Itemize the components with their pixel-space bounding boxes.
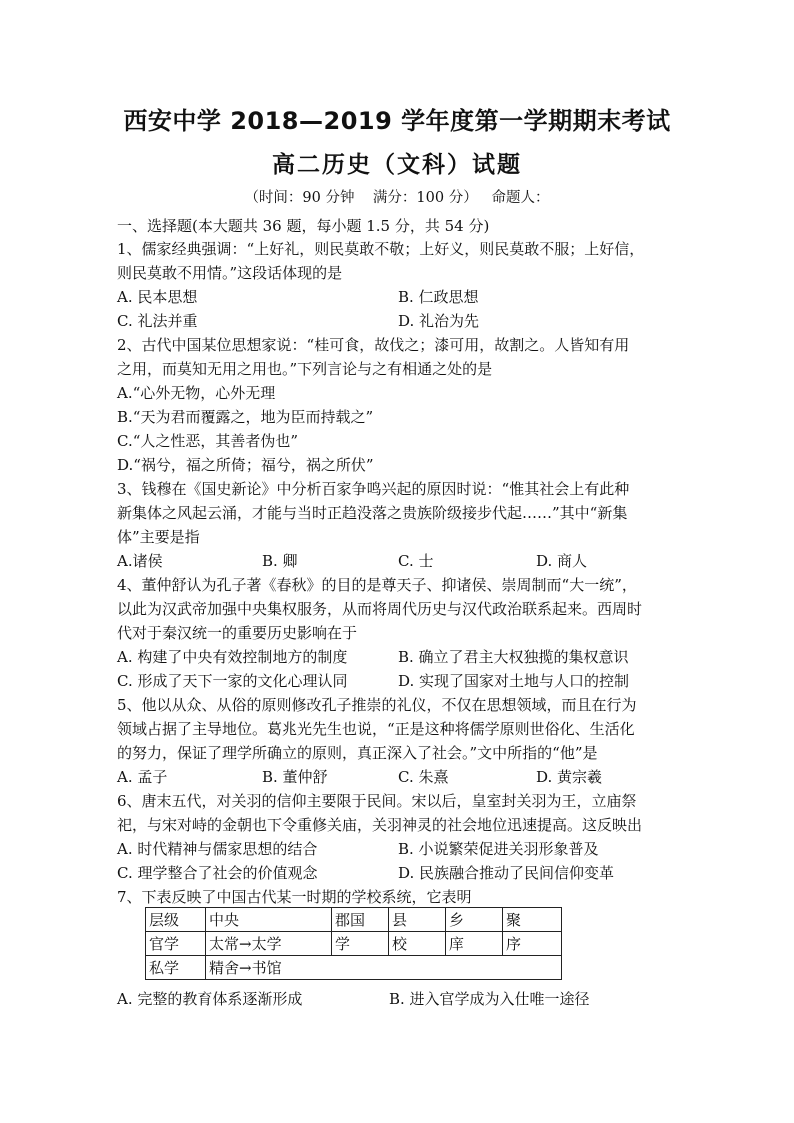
- question-6-line-2: 祀，与宋对峙的金朝也下令重修关庙，关羽神灵的社会地位迅速提高。这反映出: [117, 816, 643, 834]
- q5-option-c: C. 朱熹: [398, 768, 449, 786]
- question-5-line-2: 领域占据了主导地位。葛兆光先生也说，“正是这种将儒学原则世俗化、生活化: [117, 720, 635, 738]
- table-cell: 序: [503, 932, 562, 956]
- table-cell: 庠: [446, 932, 503, 956]
- q3-option-c: C. 士: [398, 552, 434, 570]
- q7-option-a: A. 完整的教育体系逐渐形成: [117, 990, 303, 1008]
- question-6-line-1: 6、唐末五代，对关羽的信仰主要限于民间。宋以后，皇室封关羽为王，立庙祭: [117, 792, 637, 810]
- q1-option-b: B. 仁政思想: [398, 288, 479, 306]
- table-cell: 层级: [146, 908, 206, 932]
- q3-option-b: B. 卿: [262, 552, 298, 570]
- table-cell: 太常→太学: [206, 932, 332, 956]
- section-heading: 一、选择题(本大题共 36 题，每小题 1.5 分，共 54 分): [117, 217, 490, 235]
- question-3-line-3: 体”主要是指: [117, 528, 200, 546]
- question-2-line-2: 之用，而莫知无用之用也。”下列言论与之有相通之处的是: [117, 360, 493, 378]
- question-5-line-3: 的努力，保证了理学所确立的原则，真正深入了社会。”文中所指的“他”是: [117, 744, 598, 762]
- q6-option-a: A. 时代精神与儒家思想的结合: [117, 840, 318, 858]
- table-cell: 私学: [146, 956, 206, 980]
- question-2-line-1: 2、古代中国某位思想家说：“桂可食，故伐之；漆可用，故割之。人皆知有用: [117, 336, 630, 354]
- q2-option-c: C.“人之性恶，其善者伪也”: [117, 432, 299, 450]
- q3-option-a: A.诸侯: [117, 552, 163, 570]
- exam-title: 西安中学 2018—2019 学年度第一学期期末考试: [123, 107, 671, 135]
- question-3-line-2: 新集体之风起云涌，才能与当时正趋没落之贵族阶级接步代起……”其中“新集: [117, 504, 628, 522]
- q5-option-b: B. 董仲舒: [262, 768, 328, 786]
- q4-option-a: A. 构建了中央有效控制地方的制度: [117, 648, 348, 666]
- q4-option-c: C. 形成了天下一家的文化心理认同: [117, 672, 348, 690]
- q6-option-b: B. 小说繁荣促进关羽形象普及: [398, 840, 599, 858]
- table-cell: 聚: [503, 908, 562, 932]
- question-4-line-1: 4、董仲舒认为孔子著《春秋》的目的是尊天子、抑诸侯、崇周制而“大一统”，: [117, 576, 637, 594]
- table-row: [146, 908, 562, 932]
- question-4-line-2: 以此为汉武帝加强中央集权服务，从而将周代历史与汉代政治联系起来。西周时: [117, 600, 643, 618]
- q4-option-d: D. 实现了国家对土地与人口的控制: [398, 672, 630, 690]
- table-cell: 官学: [146, 932, 206, 956]
- table-cell: 乡: [446, 908, 503, 932]
- q7-option-b: B. 进入官学成为入仕唯一途径: [389, 990, 590, 1008]
- table-cell: 校: [389, 932, 446, 956]
- school-system-table: [145, 907, 562, 980]
- q6-option-c: C. 理学整合了社会的价值观念: [117, 864, 318, 882]
- q3-option-d: D. 商人: [536, 552, 588, 570]
- q4-option-b: B. 确立了君主大权独揽的集权意识: [398, 648, 629, 666]
- q5-option-d: D. 黄宗羲: [536, 768, 603, 786]
- question-4-line-3: 代对于秦汉统一的重要历史影响在于: [117, 624, 358, 642]
- table-cell: 学: [332, 932, 389, 956]
- question-1-line-1: 1、儒家经典强调：“上好礼，则民莫敢不敬；上好义，则民莫敢不服；上好信，: [117, 240, 645, 258]
- question-7-line-1: 7、下表反映了中国古代某一时期的学校系统，它表明: [117, 888, 472, 906]
- q5-option-a: A. 孟子: [117, 768, 168, 786]
- table-row: [146, 932, 562, 956]
- question-5-line-1: 5、他以从众、从俗的原则修改孔子推崇的礼仪，不仅在思想领域，而且在行为: [117, 696, 637, 714]
- exam-info: （时间：90 分钟 满分：100 分） 命题人：: [244, 190, 550, 206]
- q1-option-a: A. 民本思想: [117, 288, 198, 306]
- q2-option-b: B.“天为君而覆露之，地为臣而持载之”: [117, 408, 374, 426]
- question-1-line-2: 则民莫敢不用情。”这段话体现的是: [117, 264, 343, 282]
- q2-option-a: A.“心外无物，心外无理: [117, 384, 276, 402]
- question-3-line-1: 3、钱穆在《国史新论》中分析百家争鸣兴起的原因时说：“惟其社会上有此种: [117, 480, 630, 498]
- q2-option-d: D.“祸兮，福之所倚；福兮，祸之所伏”: [117, 456, 374, 474]
- q6-option-d: D. 民族融合推动了民间信仰变革: [398, 864, 615, 882]
- q1-option-d: D. 礼治为先: [398, 312, 480, 330]
- q1-option-c: C. 礼法并重: [117, 312, 198, 330]
- table-row: [146, 956, 562, 980]
- table-cell: 郡国: [332, 908, 389, 932]
- table-cell: 县: [389, 908, 446, 932]
- exam-subtitle: 高二历史（文科）试题: [272, 152, 522, 178]
- table-cell: 精舍→书馆: [206, 956, 562, 980]
- table-cell: 中央: [206, 908, 332, 932]
